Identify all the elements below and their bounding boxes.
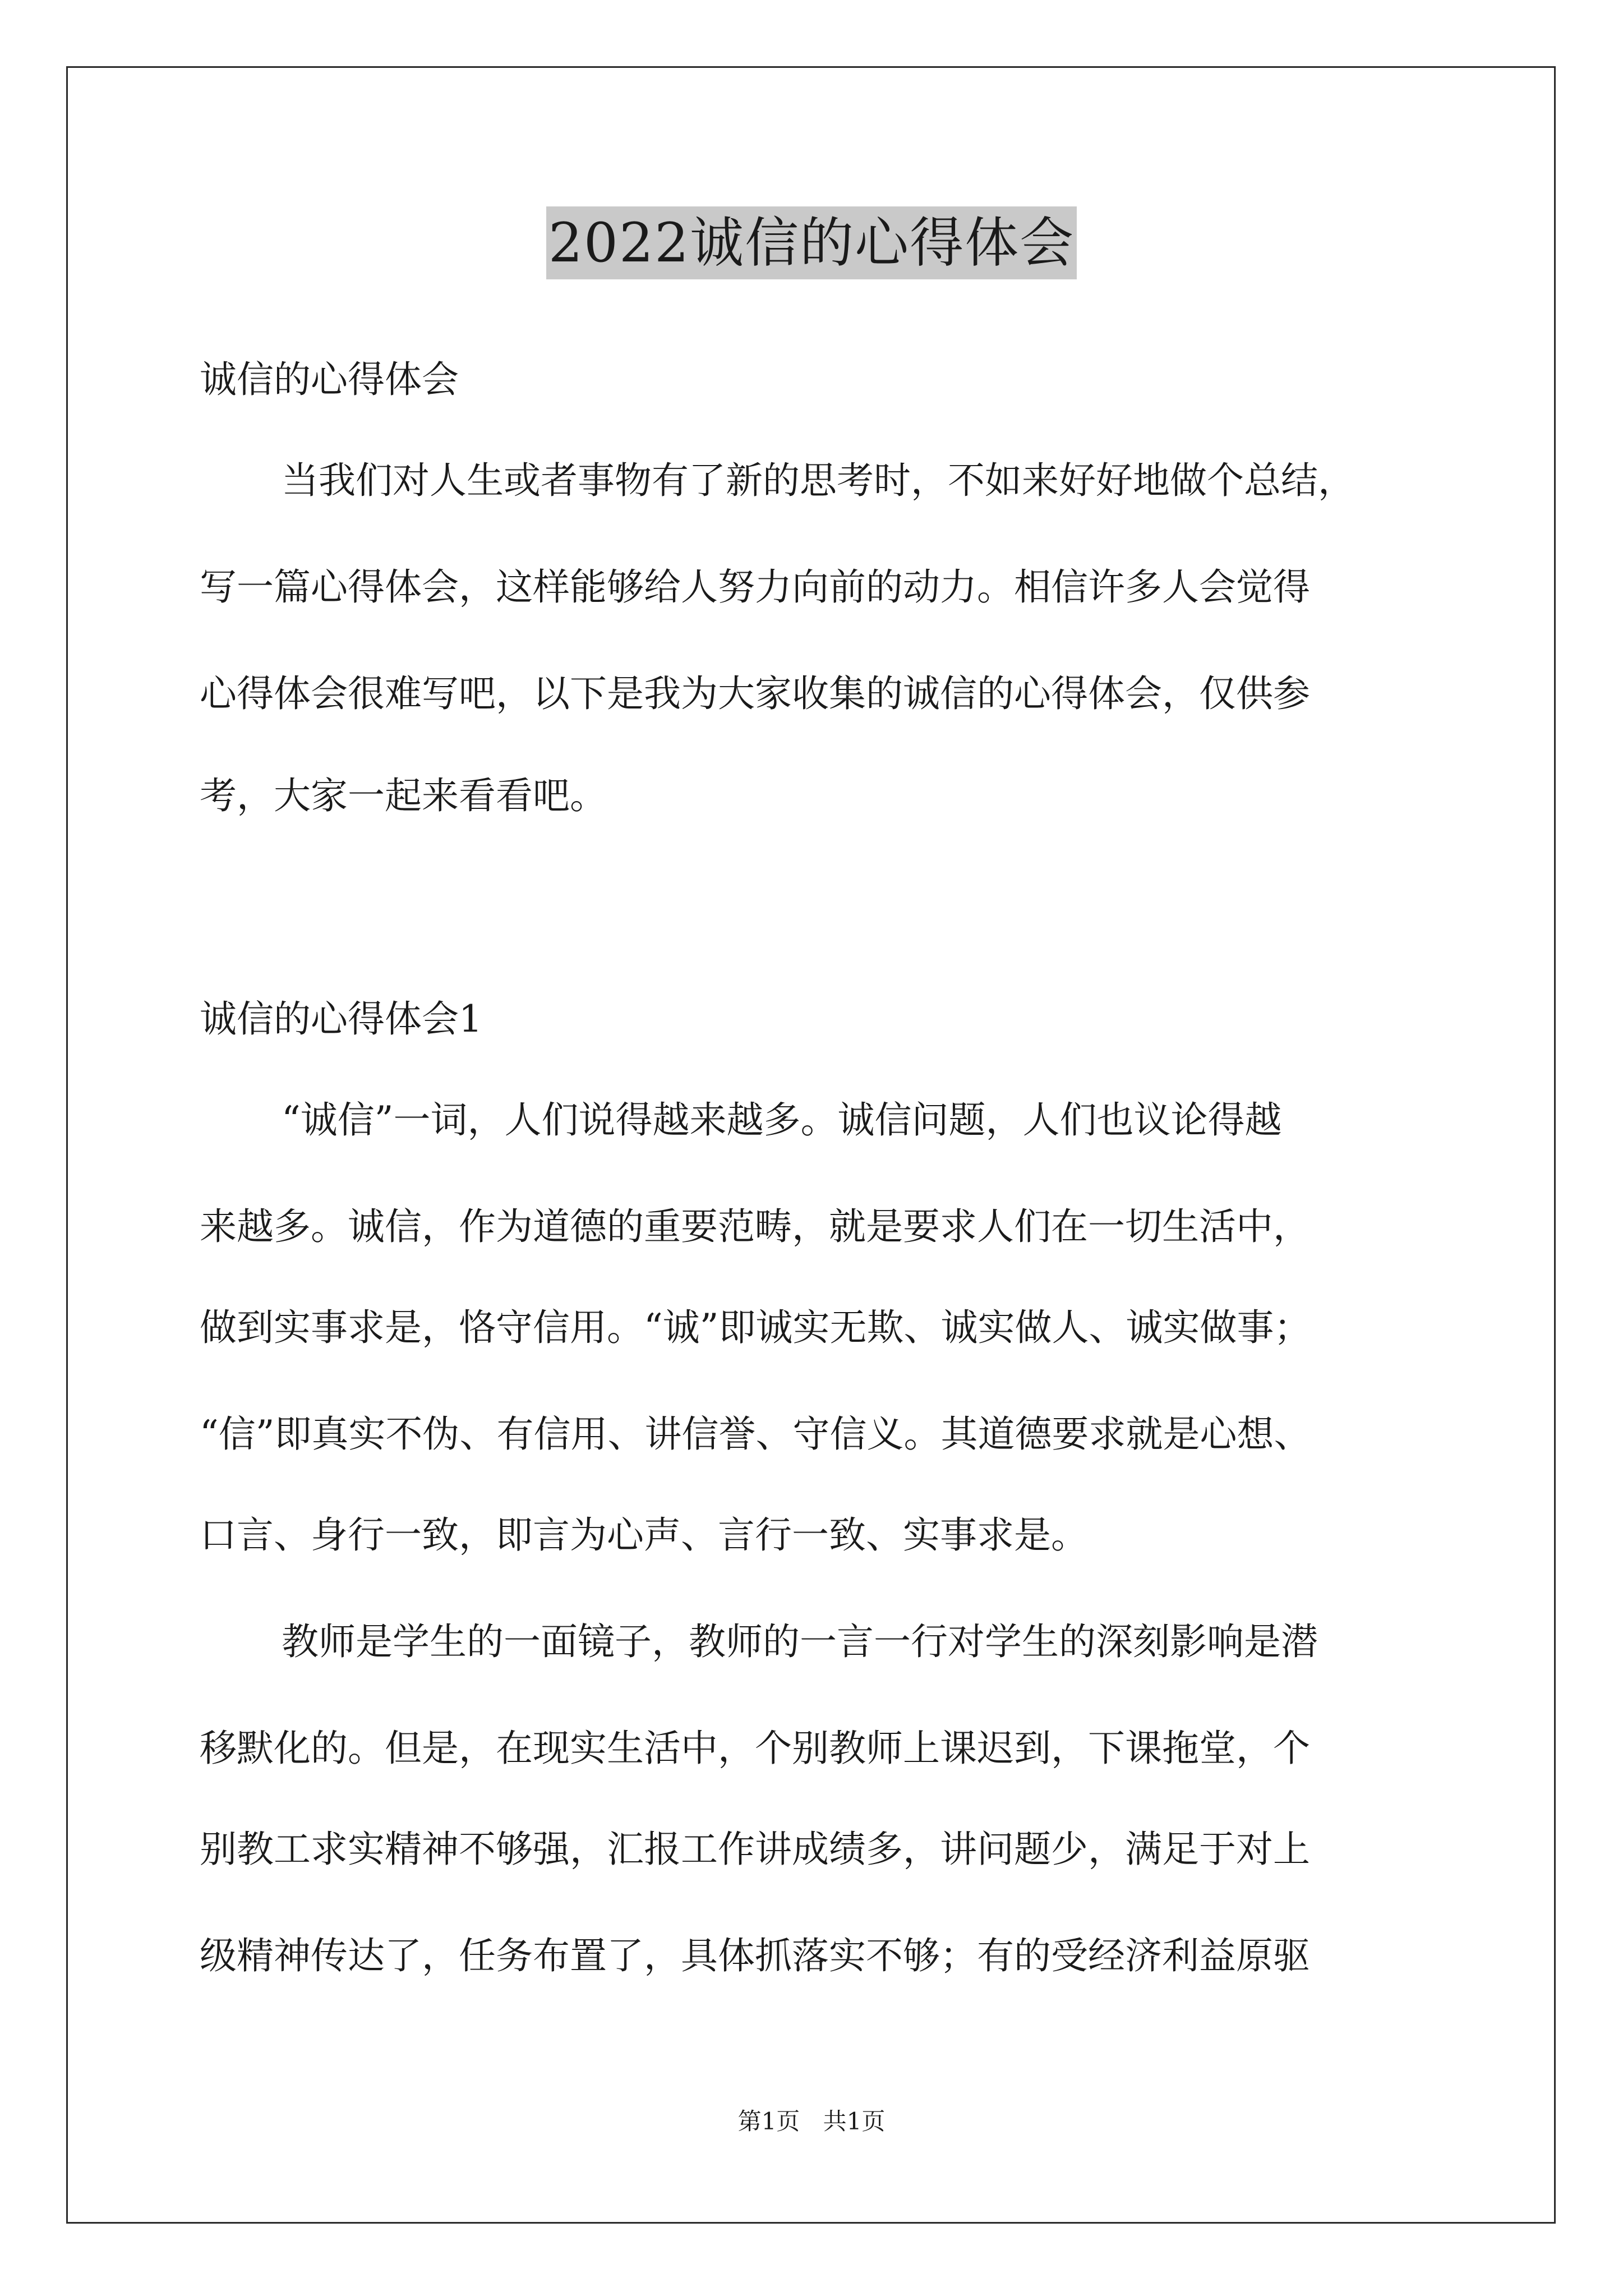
- document-title: 2022诚信的心得体会: [546, 206, 1077, 279]
- para1-line3: 心得体会很难写吧，以下是我为大家收集的诚信的心得体会，仅供参: [200, 672, 1310, 715]
- para1-line4: 考，大家一起来看看吧。: [200, 774, 607, 817]
- para2-line1: “诚信”一词，人们说得越来越多。诚信问题，人们也议论得越: [282, 1098, 1282, 1142]
- para1-line2: 写一篇心得体会，这样能够给人努力向前的动力。相信许多人会觉得: [200, 565, 1310, 609]
- para3-line4: 级精神传达了，任务布置了，具体抓落实不够；有的受经济利益原驱: [200, 1934, 1310, 1977]
- para3-line1: 教师是学生的一面镜子，教师的一言一行对学生的深刻影响是潜: [282, 1620, 1318, 1663]
- intro-heading: 诚信的心得体会: [200, 358, 459, 401]
- page-number: 第1页: [737, 2108, 800, 2135]
- para2-line4: “信”即真实不伪、有信用、讲信誉、守信义。其道德要求就是心想、: [200, 1412, 1311, 1456]
- para2-line2: 来越多。诚信，作为道德的重要范畴，就是要求人们在一切生活中，: [200, 1205, 1310, 1248]
- para3-line3: 别教工求实精神不够强，汇报工作讲成绩多，讲问题少，满足于对上: [200, 1828, 1310, 1871]
- para2-line3: 做到实事求是，恪守信用。“诚”即诚实无欺、诚实做人、诚实做事；: [200, 1306, 1311, 1349]
- page-total: 共1页: [823, 2108, 886, 2135]
- para1-line1: 当我们对人生或者事物有了新的思考时，不如来好好地做个总结，: [282, 459, 1355, 502]
- section-heading: 诚信的心得体会1: [200, 997, 482, 1041]
- para3-line2: 移默化的。但是，在现实生活中，个别教师上课迟到，下课拖堂，个: [200, 1727, 1310, 1770]
- para2-line5: 口言、身行一致，即言为心声、言行一致、实事求是。: [200, 1513, 1088, 1557]
- page-footer: [0, 2106, 1623, 2137]
- title-container: [0, 206, 1623, 279]
